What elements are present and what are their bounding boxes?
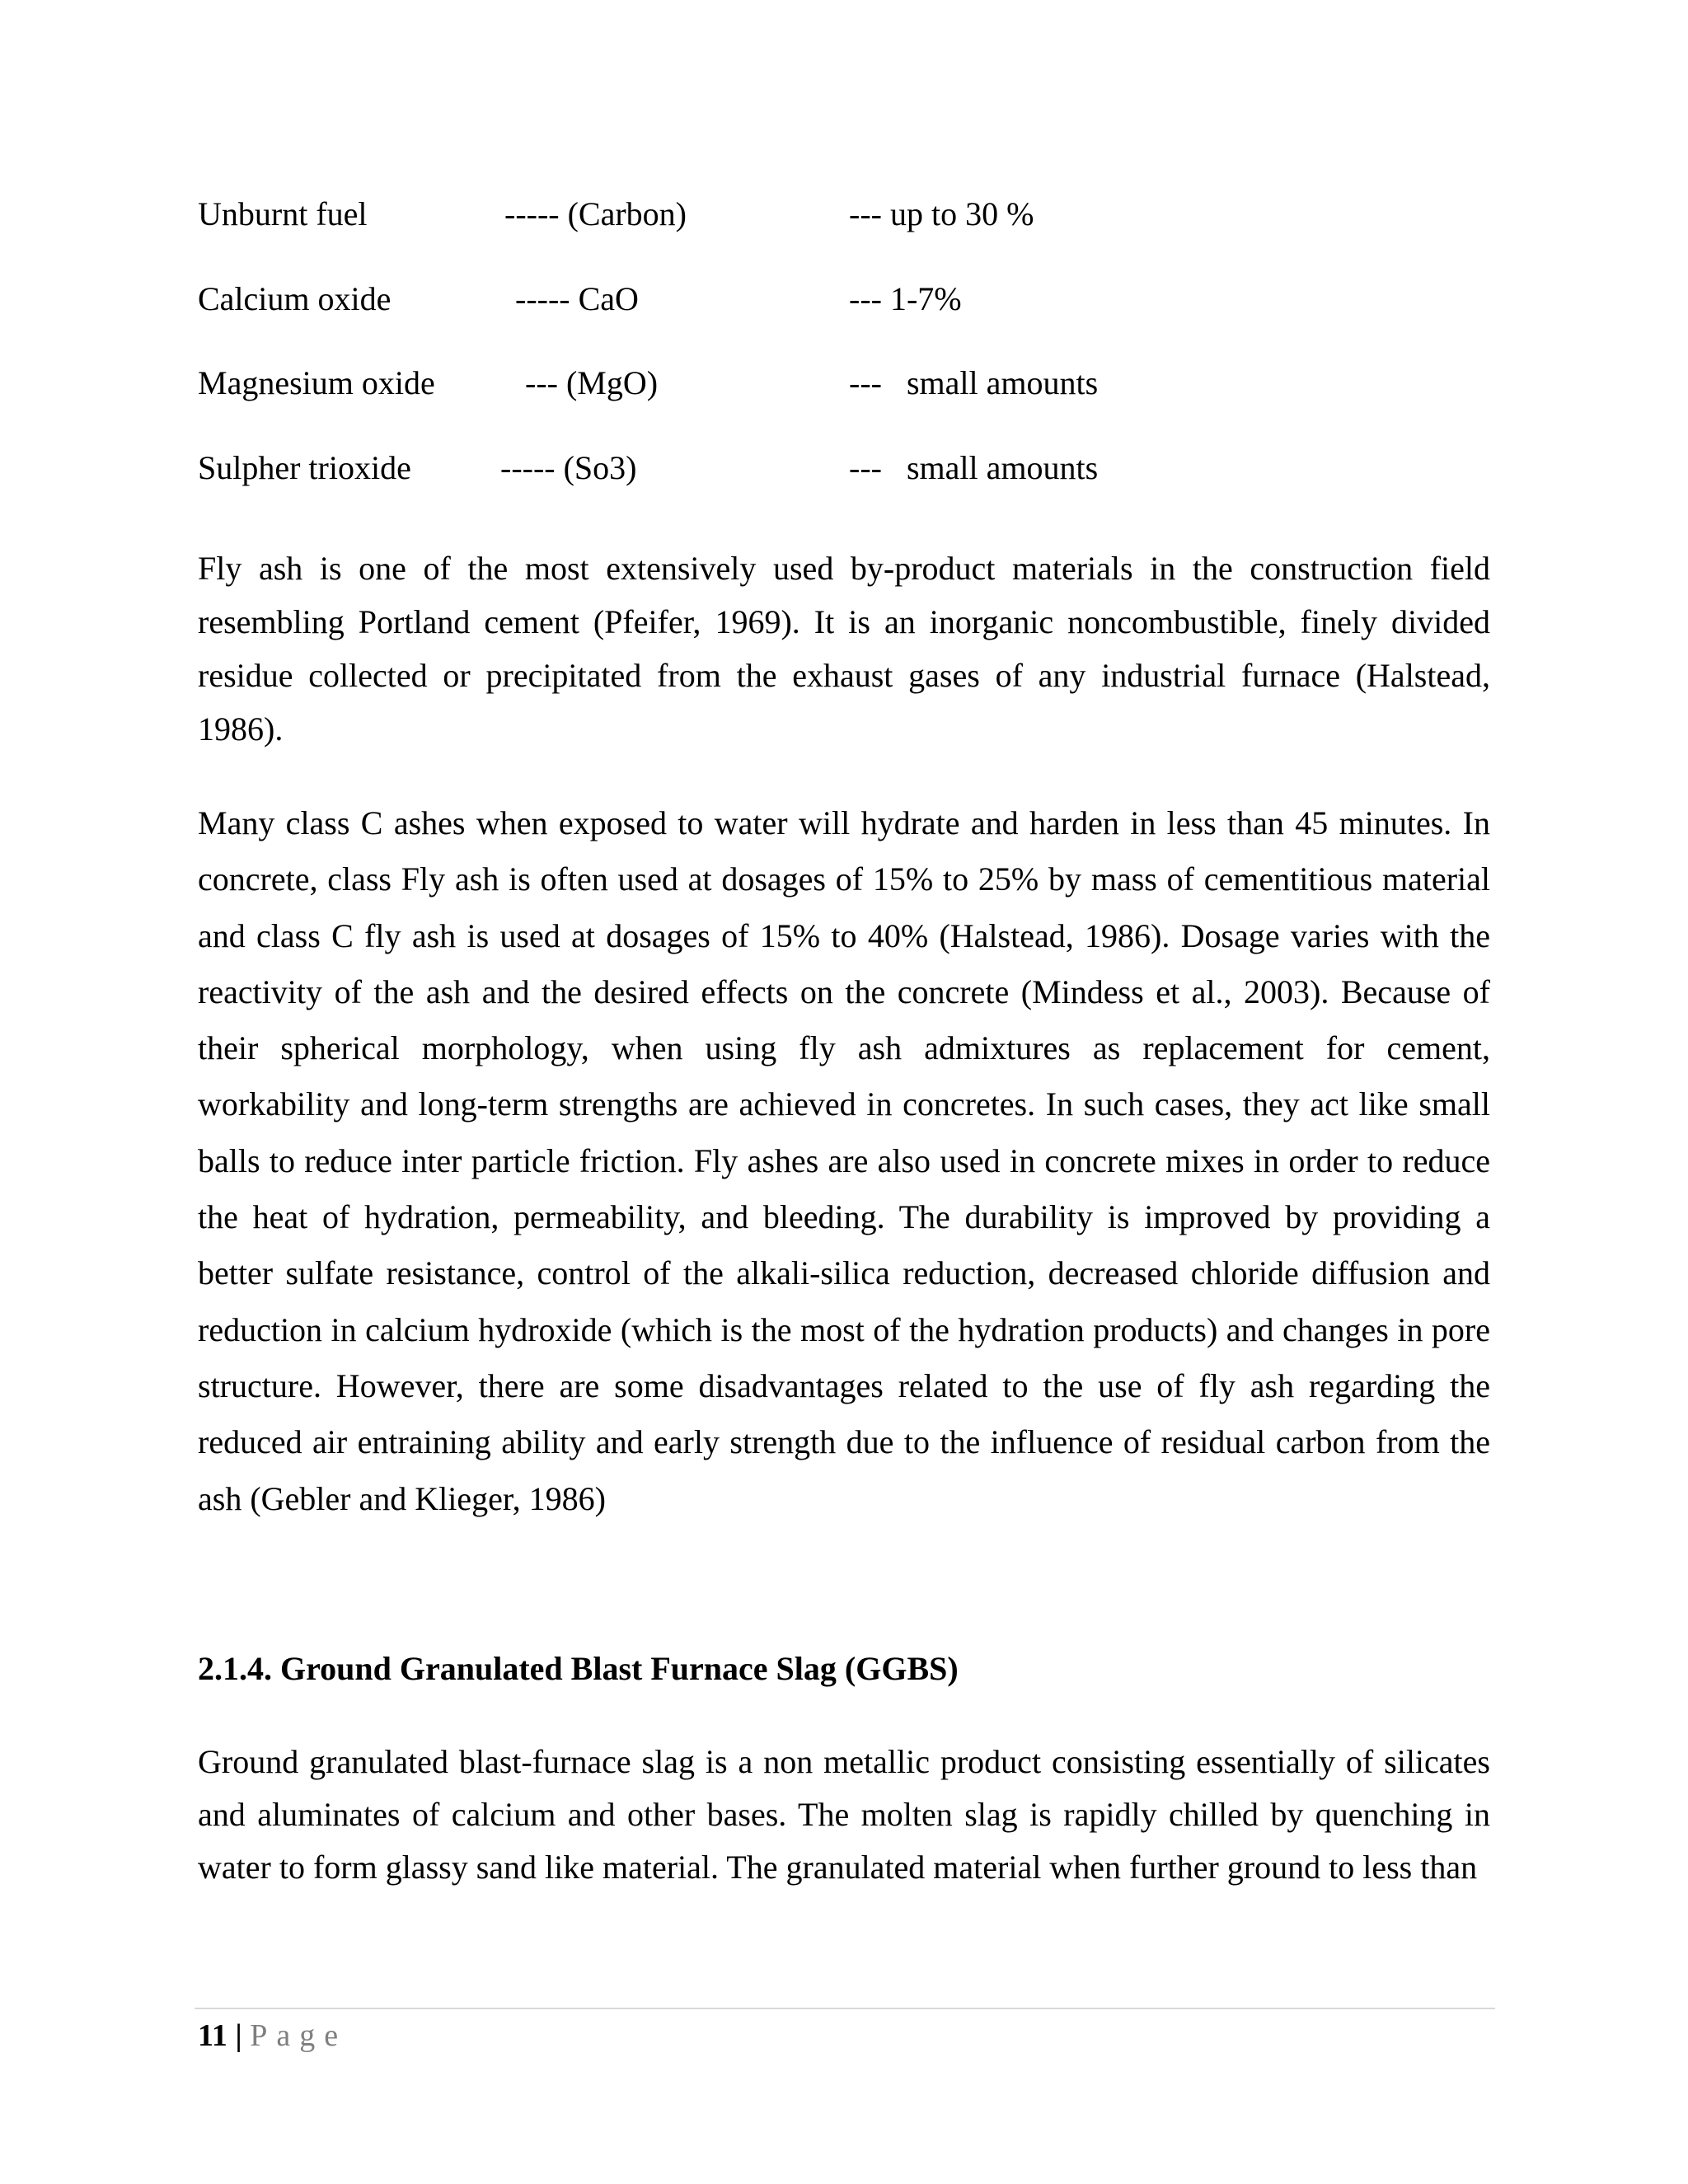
component-name: Magnesium oxide [198, 364, 435, 401]
component-amount: --- up to 30 % [849, 195, 1034, 232]
page-label: Page [250, 2018, 348, 2053]
body-paragraph: Ground granulated blast-furnace slag is a non metallic product consisting essentially of silicates and aluminates of calcium and other bases. The molten slag is rapidly chilled by quenching in water to form glassy sand like material. The granulated material when further ground to less than [198, 1743, 1490, 1886]
component-formula: ----- (So3) [500, 449, 637, 486]
footer-divider [195, 2008, 1495, 2009]
component-formula: ----- (Carbon) [504, 195, 687, 232]
footer-separator: | [235, 2018, 242, 2053]
composition-row [198, 443, 1517, 493]
page-footer [198, 2011, 347, 2060]
component-amount: --- 1-7% [849, 280, 962, 317]
body-paragraph: Many class C ashes when exposed to water will hydrate and harden in less than 45 minutes. In concrete, class Fly ash is often used at dosages of 15% to 25% by mass of cementitious material and class C fly ash is used at dosages of 15% to 40% (Halstead, 1986). Dosage varies with the reactivity of the ash and the desired effects on the concrete (Mindess et al., 2003). Because of their spherical morphology, when using fly ash admixtures as replacement for cement, workability and long-term strengths are achieved in concretes. In such cases, they act like small balls to reduce inter particle friction. Fly ashes are also used in concrete mixes in order to reduce the heat of hydration, permeability, and bleeding. The durability is improved by providing a better sulfate resistance, control of the alkali-silica reduction, decreased chloride diffusion and reduction in calcium hydroxide (which is the most of the hydration products) and changes in pore structure. However, there are some disadvantages related to the use of fly ash regarding the reduced air entraining ability and early strength due to the influence of residual carbon from the ash (Gebler and Klieger, 1986) [198, 804, 1490, 1517]
composition-row [198, 274, 1517, 324]
component-amount: --- small amounts [849, 449, 1099, 486]
composition-row [198, 190, 1517, 239]
component-formula: --- (MgO) [525, 364, 659, 401]
component-name: Sulpher trioxide [198, 449, 411, 486]
component-name: Calcium oxide [198, 280, 392, 317]
section-heading: 2.1.4. Ground Granulated Blast Furnace Slag (GGBS) [198, 1650, 959, 1687]
component-name: Unburnt fuel [198, 195, 368, 232]
composition-row [198, 359, 1517, 408]
component-formula: ----- CaO [515, 280, 639, 317]
page-number: 11 [198, 2018, 227, 2053]
component-amount: --- small amounts [849, 364, 1099, 401]
body-paragraph: Fly ash is one of the most extensively used by-product materials in the construction field resembling Portland cement (Pfeifer, 1969). It is an inorganic noncombustible, finely divided residue collected or precipitated from the exhaust gases of any industrial furnace (Halstead, 1986). [198, 550, 1490, 748]
